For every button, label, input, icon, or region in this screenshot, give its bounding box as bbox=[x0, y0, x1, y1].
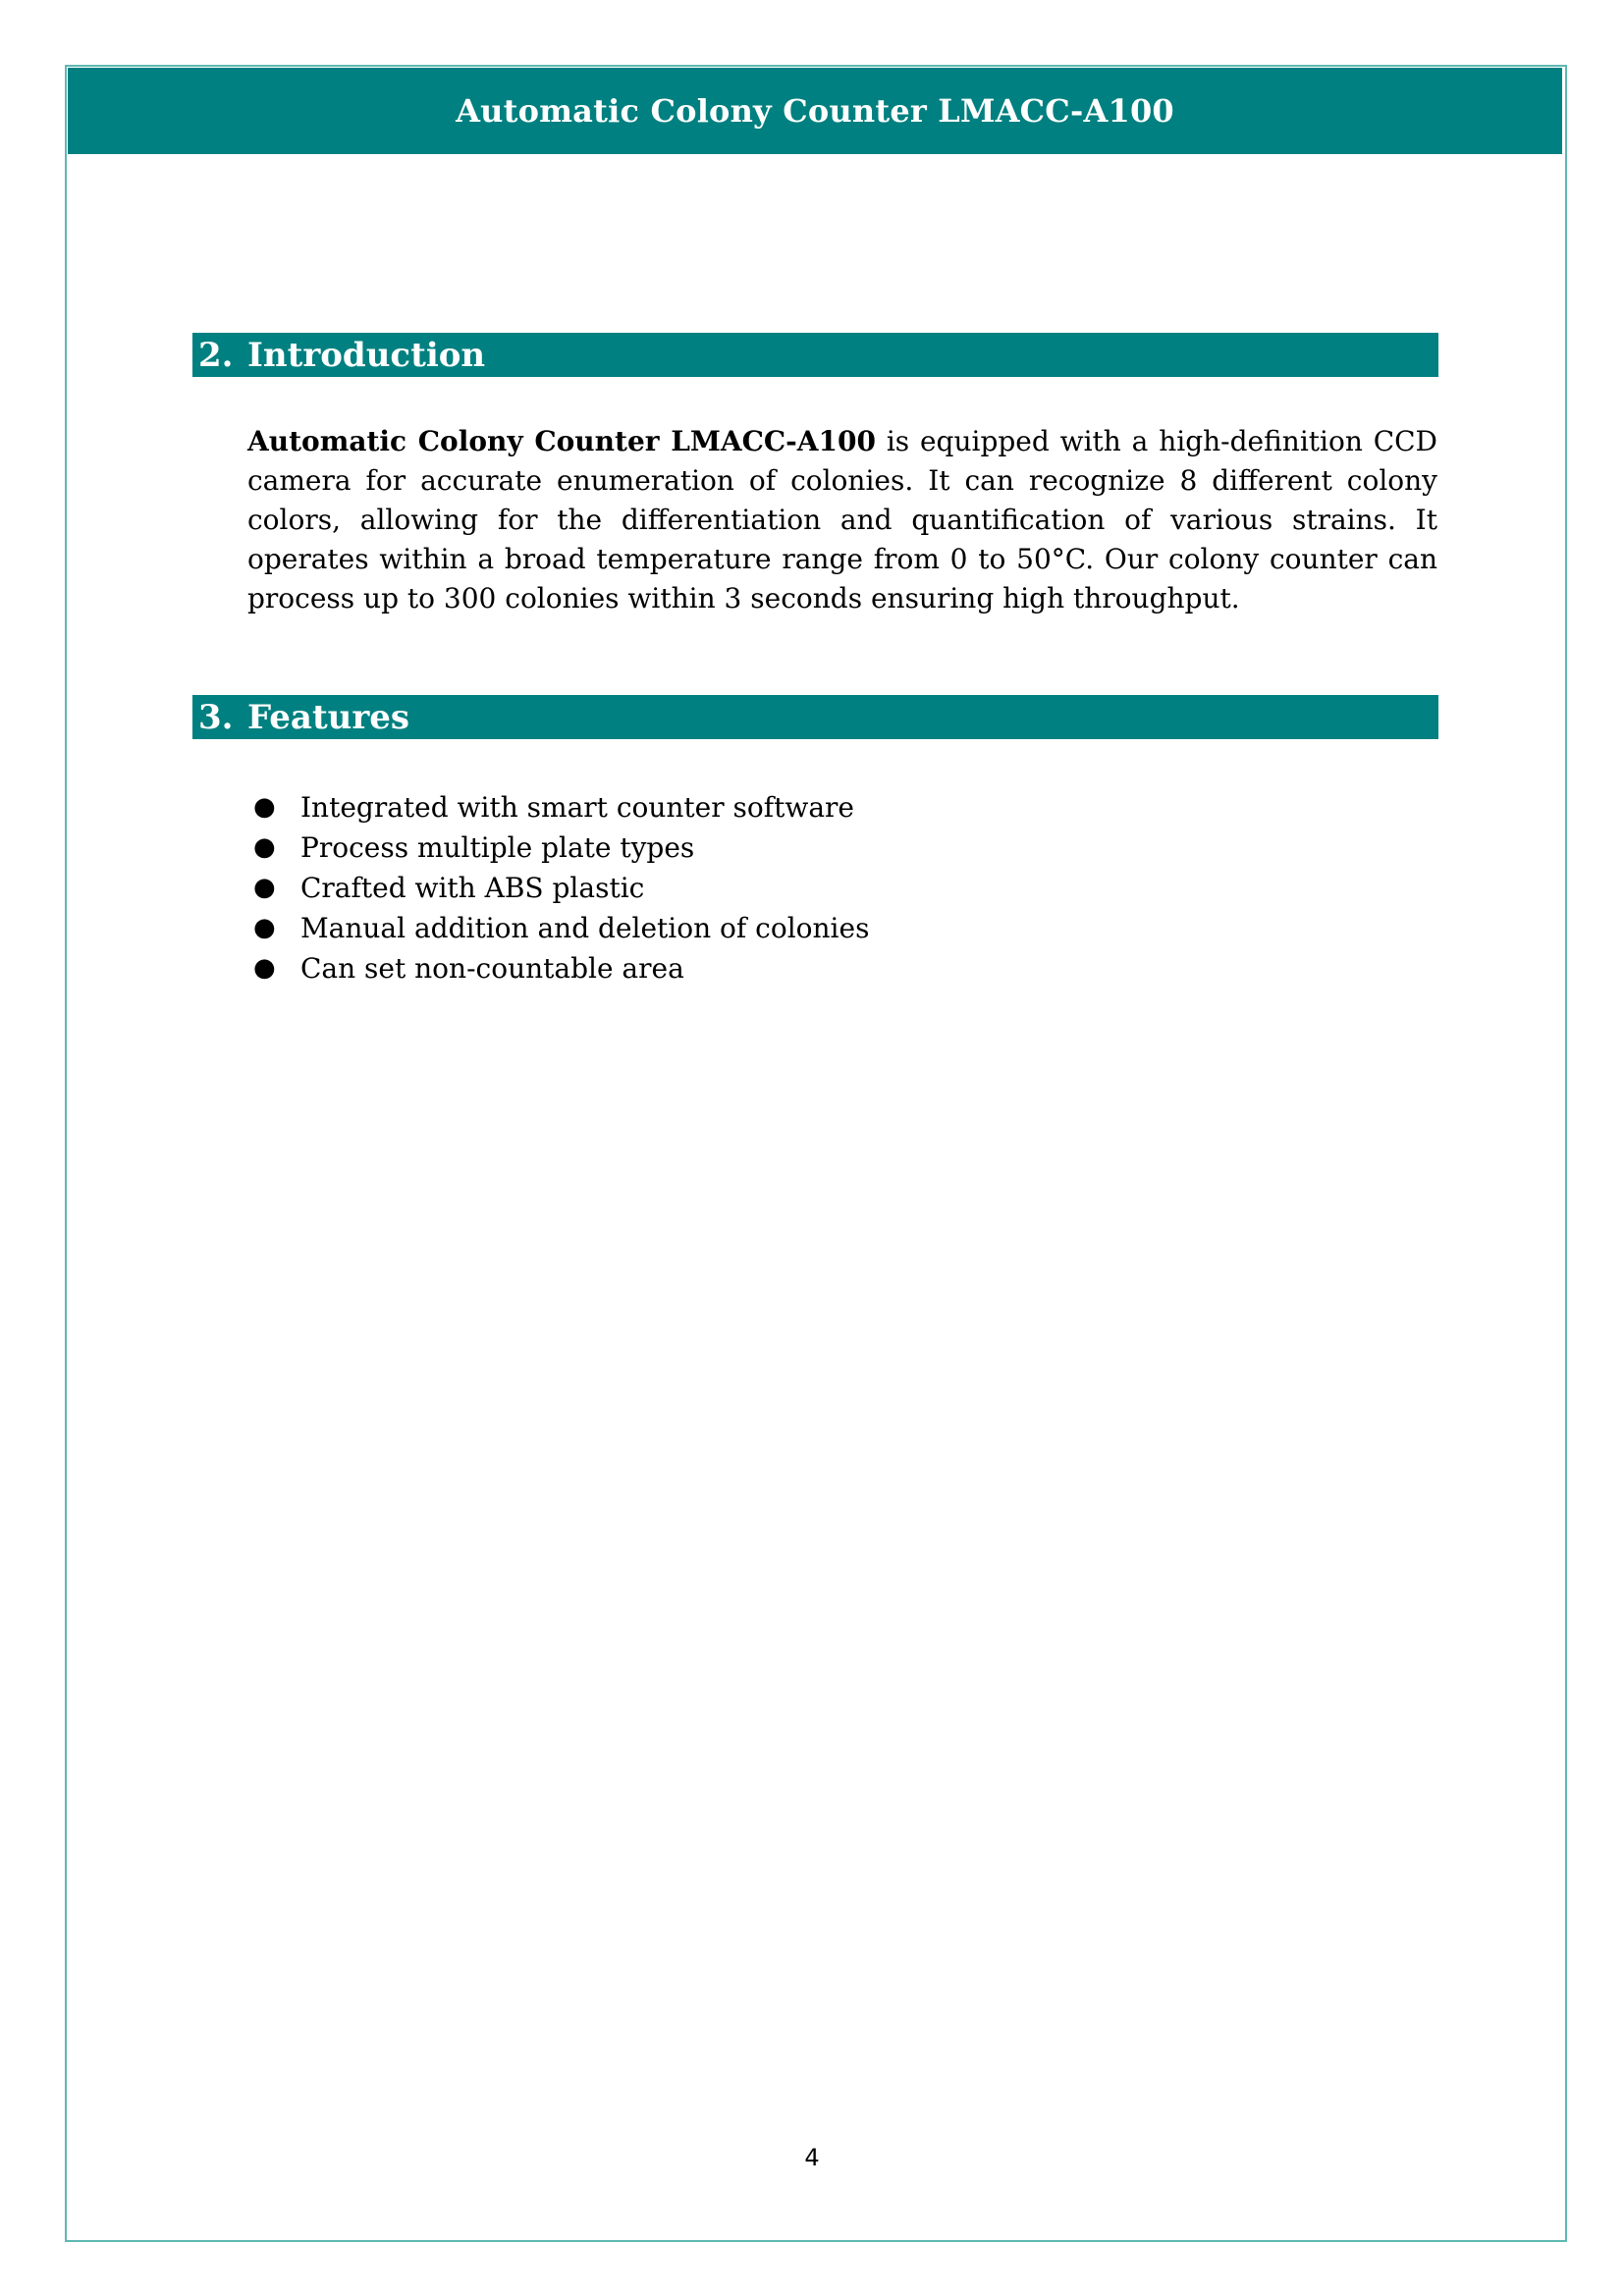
introduction-body-text: is equipped with a high-definition CCD camera for accurate enumeration of colonies. It can recognize 8 different colony colors, allowing for the differentiation and quantification of various strains. It operates within a broad temperature range from 0 to 50°C. Our colony counter can process up to 300 colonies within 3 seconds ensuring high throughput. bbox=[247, 425, 1437, 614]
introduction-paragraph bbox=[247, 422, 1437, 618]
bullet-dot-icon: ● bbox=[253, 873, 276, 902]
feature-text: Manual addition and deletion of colonies bbox=[300, 912, 870, 944]
page-number: 4 bbox=[804, 2144, 820, 2171]
feature-text: Integrated with smart counter software bbox=[300, 791, 854, 824]
feature-text: Process multiple plate types bbox=[300, 831, 695, 864]
list-item bbox=[247, 787, 869, 828]
list-item bbox=[247, 948, 869, 988]
feature-text: Crafted with ABS plastic bbox=[300, 872, 645, 904]
feature-text: Can set non-countable area bbox=[300, 952, 684, 985]
section-heading-features bbox=[192, 695, 1438, 739]
section-number: 2. bbox=[198, 335, 234, 375]
bullet-dot-icon: ● bbox=[253, 832, 276, 862]
bullet-dot-icon: ● bbox=[253, 953, 276, 983]
page-border bbox=[65, 65, 1567, 2242]
list-item bbox=[247, 868, 869, 908]
product-name-bold: Automatic Colony Counter LMACC-A100 bbox=[247, 425, 876, 457]
features-list bbox=[247, 787, 869, 988]
list-item bbox=[247, 828, 869, 868]
document-title: Automatic Colony Counter LMACC-A100 bbox=[456, 92, 1174, 130]
header-banner bbox=[68, 68, 1562, 154]
section-number: 3. bbox=[198, 697, 234, 737]
section-title: Introduction bbox=[247, 335, 486, 375]
bullet-dot-icon: ● bbox=[253, 792, 276, 822]
section-title: Features bbox=[247, 697, 410, 737]
bullet-dot-icon: ● bbox=[253, 913, 276, 942]
section-heading-introduction bbox=[192, 333, 1438, 377]
list-item bbox=[247, 908, 869, 948]
